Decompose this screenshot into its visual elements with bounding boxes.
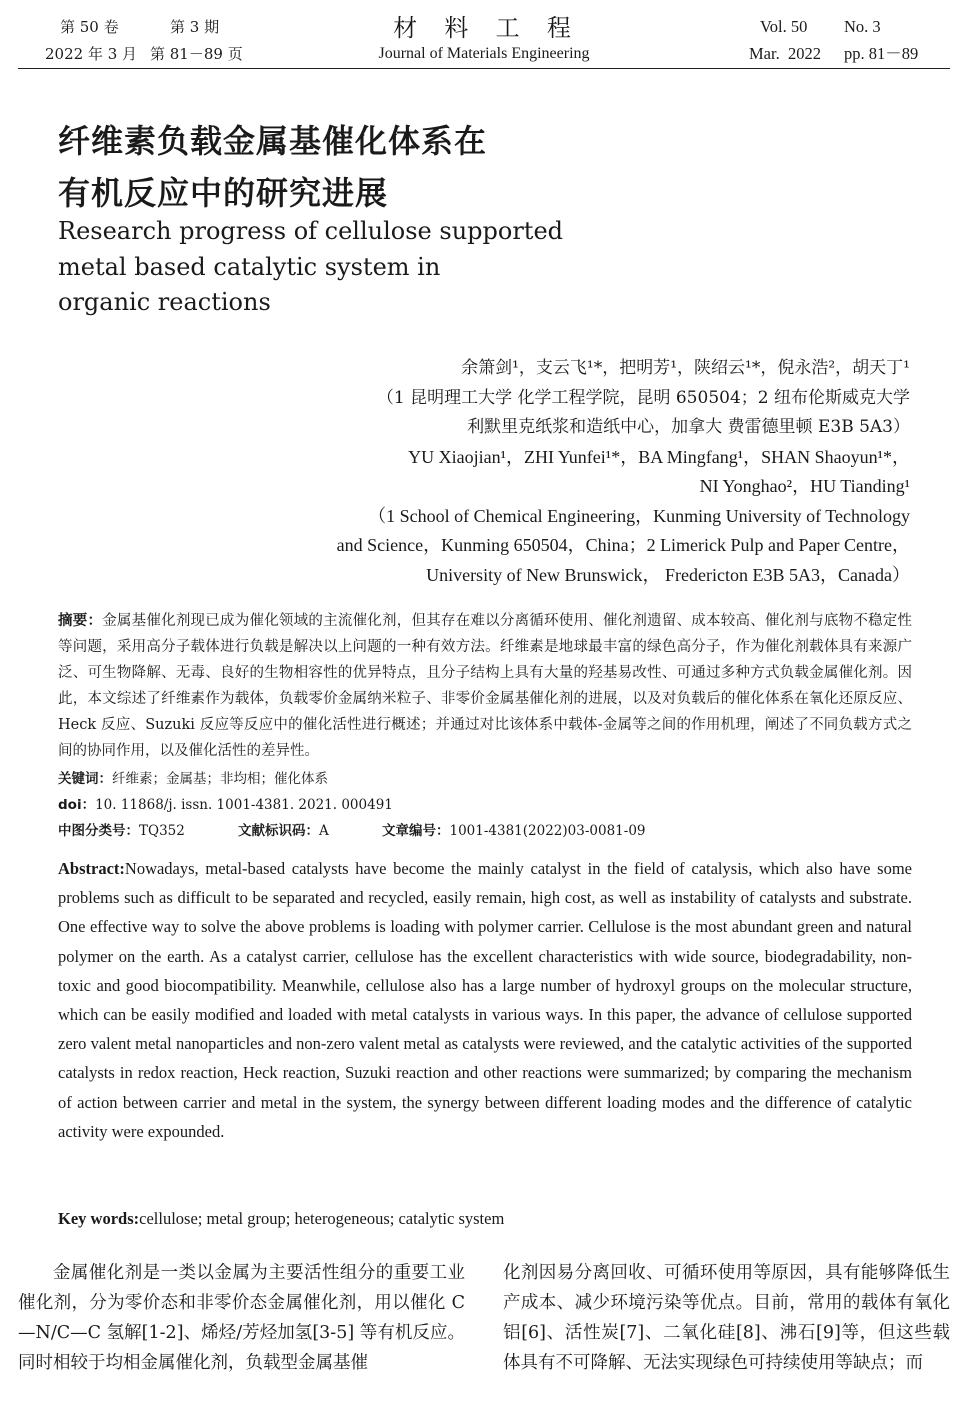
affiliation-en: （1 School of Chemical Engineering，Kunming University of Technology bbox=[368, 505, 910, 526]
keywords-cn bbox=[58, 766, 328, 792]
keywords-en bbox=[58, 1204, 504, 1233]
keywords-en-label: Key words: bbox=[58, 1209, 140, 1228]
body-paragraph: 化剂因易分离回收、可循环使用等原因，具有能够降低生产成本、减少环境污染等优点。目前，常用的载体有氧化铝[6]、活性炭[7]、二氧化硅[8]、沸石[9]等，但这些载体具有不可降解、无法实现绿色可持续使用等缺点；而 bbox=[503, 1263, 950, 1373]
clc-number bbox=[58, 818, 185, 844]
document-code bbox=[238, 818, 329, 844]
body-column-left bbox=[18, 1258, 465, 1378]
keywords-en-text: cellulose; metal group; heterogeneous; catalytic system bbox=[139, 1209, 505, 1228]
doi-label: doi： bbox=[58, 797, 96, 813]
affiliation-cn: （1 昆明理工大学 化学工程学院，昆明 650504；2 纽布伦斯威克大学 bbox=[376, 387, 910, 408]
date-cn: 2022 年 3 月 bbox=[45, 45, 138, 63]
affiliation-en: and Science，Kunming 650504，China；2 Limerick Pulp and Paper Centre， bbox=[336, 535, 910, 555]
issue-cn: 第 3 期 bbox=[170, 18, 220, 36]
pages-en: pp. 81－89 bbox=[844, 44, 919, 63]
volume-en: Vol. 50 bbox=[760, 17, 808, 36]
abstract-en bbox=[58, 854, 912, 1146]
title-cn-line: 有机反应中的研究进展 bbox=[58, 174, 389, 212]
issue-en: No. 3 bbox=[844, 17, 881, 36]
doi-value: 10. 11868/j. issn. 1001-4381. 2021. 000491 bbox=[95, 797, 393, 813]
doi bbox=[58, 792, 393, 818]
keywords-cn-text: 纤维素；金属基；非均相；催化体系 bbox=[112, 771, 328, 787]
journal-name-cn: 材 料 工 程 bbox=[393, 14, 575, 42]
abstract-cn-label: 摘要： bbox=[58, 613, 103, 629]
abstract-cn-text: 金属基催化剂现已成为催化领域的主流催化剂，但其存在难以分离循环使用、催化剂遗留、成本较高、催化剂与底物不稳定性等问题，采用高分子载体进行负载是解决以上问题的一种有效方法。纤维素是地球最丰富的绿色高分子，作为催化剂载体具有来源广泛、可生物降解、无毒、良好的生物相容性的优异特点，且分子结构上具有大量的羟基易改性、可通过多种方式负载金属催化剂。因此，本文综述了纤维素作为载体，负载零价金属纳米粒子、非零价金属基催化剂的进展，以及对负载后的催化体系在氧化还原反应、Heck 反应、Suzuki 反应等反应中的催化活性进行概述；并通过对比该体系中载体-金属等之间的作用机理，阐述了不同负载方式之间的协同作用，以及催化活性的差异性。 bbox=[58, 613, 912, 759]
article-number-value: 1001-4381(2022)03-0081-09 bbox=[449, 823, 646, 839]
authors-block bbox=[210, 354, 910, 590]
abstract-en-label: Abstract: bbox=[58, 859, 125, 878]
clc-value: TQ352 bbox=[139, 823, 185, 839]
article-number bbox=[382, 818, 646, 844]
title-cn-line: 纤维素负载金属基催化体系在 bbox=[58, 122, 488, 160]
pages-cn: 第 81－89 页 bbox=[150, 45, 243, 63]
document-code-value: A bbox=[319, 823, 329, 839]
body-column-right bbox=[503, 1258, 950, 1378]
journal-name-en: Journal of Materials Engineering bbox=[378, 45, 590, 62]
title-en bbox=[58, 214, 563, 321]
authors-en: YU Xiaojian¹，ZHI Yunfei¹*，BA Mingfang¹，SHAN Shaoyun¹*， bbox=[408, 446, 910, 467]
title-cn bbox=[58, 115, 487, 219]
title-en-line: organic reactions bbox=[58, 288, 271, 316]
affiliation-en: University of New Brunswick， Fredericton E3B 5A3，Canada） bbox=[426, 564, 910, 585]
keywords-cn-label: 关键词： bbox=[58, 771, 112, 787]
header-rule bbox=[18, 68, 950, 69]
article-number-label: 文章编号： bbox=[382, 823, 450, 839]
abstract-en-text: Nowadays, metal-based catalysts have become the mainly catalyst in the field of catalysis, which also have some problems such as difficult to be separated and recycled, easily remain, high cost, as well as instability of catalysts and substrate. One effective way to solve the above problems is loading with polymer carrier. Cellulose is the most abundant green and natural polymer on the earth. As a catalyst carrier, cellulose has the excellent characteristics with wide source, biodegradability, non-toxic and good biocompatibility. Meanwhile, cellulose also has a large number of hydroxyl groups on the molecular structure, which can be easily modified and loaded with metal catalysts in various ways. In this paper, the advance of cellulose supported zero valent metal nanoparticles and non-zero valent metal as catalysts were reviewed, and the catalytic activities of the supported catalysts in redox reaction, Heck reaction, Suzuki reaction and other reactions were summarized; by comparing the mechanism of action between carrier and metal in the system, the synergy between different loading modes and the difference of catalytic activity were expounded. bbox=[58, 859, 912, 1141]
abstract-cn bbox=[58, 608, 912, 764]
volume-cn: 第 50 卷 bbox=[60, 18, 119, 36]
clc-label: 中图分类号： bbox=[58, 823, 139, 839]
authors-cn: 余箫剑¹，支云飞¹*，把明芳¹，陕绍云¹*，倪永浩²，胡天丁¹ bbox=[461, 358, 910, 378]
affiliation-cn: 利默里克纸浆和造纸中心，加拿大 费雷德里顿 E3B 5A3） bbox=[467, 417, 910, 437]
date-en: Mar. 2022 bbox=[749, 44, 821, 63]
body-paragraph: 金属催化剂是一类以金属为主要活性组分的重要工业催化剂，分为零价态和非零价态金属催化剂，用以催化 C—N/C—C 氢解[1-2]、烯烃/芳烃加氢[3-5] 等有机反应。同时相较于均相金属催化剂，负载型金属基催 bbox=[18, 1263, 465, 1373]
document-code-label: 文献标识码： bbox=[238, 823, 319, 839]
title-en-line: Research progress of cellulose supported bbox=[58, 217, 564, 245]
authors-en: NI Yonghao²，HU Tianding¹ bbox=[699, 476, 910, 496]
title-en-line: metal based catalytic system in bbox=[58, 252, 441, 281]
